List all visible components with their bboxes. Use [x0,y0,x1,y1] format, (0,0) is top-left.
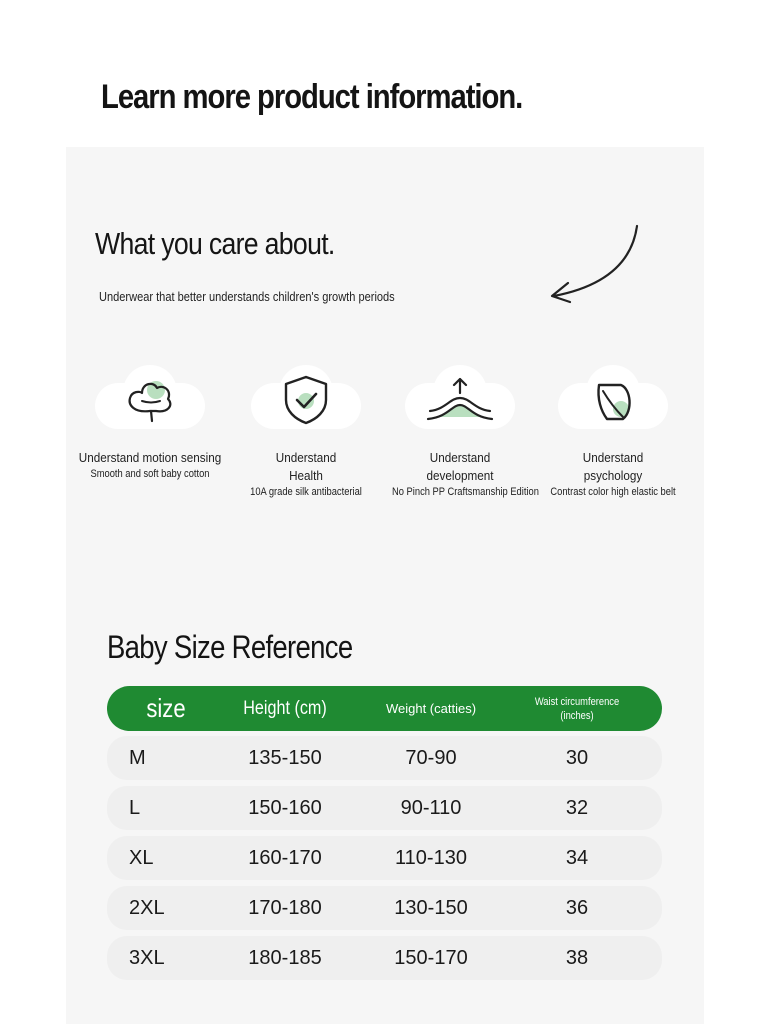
cell-weight: 110-130 [395,847,467,869]
arrow-up-layers-icon [424,371,496,427]
size-table-header [107,686,662,731]
feature-motion-sensing [70,365,230,481]
feature-health [226,365,386,499]
care-section-subtitle: Underwear that better understands children's growth periods [99,289,395,304]
leaf-icon [583,371,643,427]
cell-height: 180-185 [248,947,322,969]
cell-size: L [129,797,141,819]
cell-waist: 36 [565,897,589,919]
table-row [107,736,662,780]
table-row [107,836,662,880]
shield-check-icon [276,371,336,427]
size-reference-title: Baby Size Reference [107,629,353,665]
cell-size: M [129,747,146,769]
cell-weight: 130-150 [394,897,468,919]
feature-name: Understand motion sensing [78,450,222,465]
feature-name: Understand Health [275,450,337,483]
cell-waist: 30 [565,747,589,769]
table-row [107,936,662,980]
cell-waist: 32 [565,797,589,819]
feature-desc: Smooth and soft baby cotton [90,468,210,480]
feature-desc: Contrast color high elastic belt [550,486,676,498]
feature-name: Understand development [426,450,494,483]
feature-desc: No Pinch PP Craftsmanship Edition [392,486,539,498]
page-title: Learn more product information. [101,78,523,116]
feature-development [380,365,540,499]
cell-height: 150-160 [248,797,322,819]
cell-weight: 150-170 [394,947,468,969]
cell-size: 2XL [129,897,165,919]
header-waist: Waist circumference (inches) [534,695,620,722]
header-size: size [146,693,186,723]
cotton-icon [120,371,180,427]
cell-height: 160-170 [248,847,322,869]
care-section-title: What you care about. [95,226,335,261]
cell-waist: 38 [565,947,589,969]
cell-weight: 70-90 [405,747,457,769]
cell-size: 3XL [129,947,165,969]
cell-weight: 90-110 [400,797,462,819]
header-weight: Weight (catties) [385,701,477,716]
cell-height: 170-180 [248,897,322,919]
table-row [107,786,662,830]
cell-height: 135-150 [248,747,322,769]
cell-size: XL [129,847,154,869]
feature-desc: 10A grade silk antibacterial [250,486,362,498]
header-height: Height (cm) [243,697,327,719]
curved-arrow-icon [546,222,646,307]
feature-name: Understand psychology [582,450,644,483]
cell-waist: 34 [565,847,589,869]
feature-psychology [533,365,693,499]
table-row [107,886,662,930]
